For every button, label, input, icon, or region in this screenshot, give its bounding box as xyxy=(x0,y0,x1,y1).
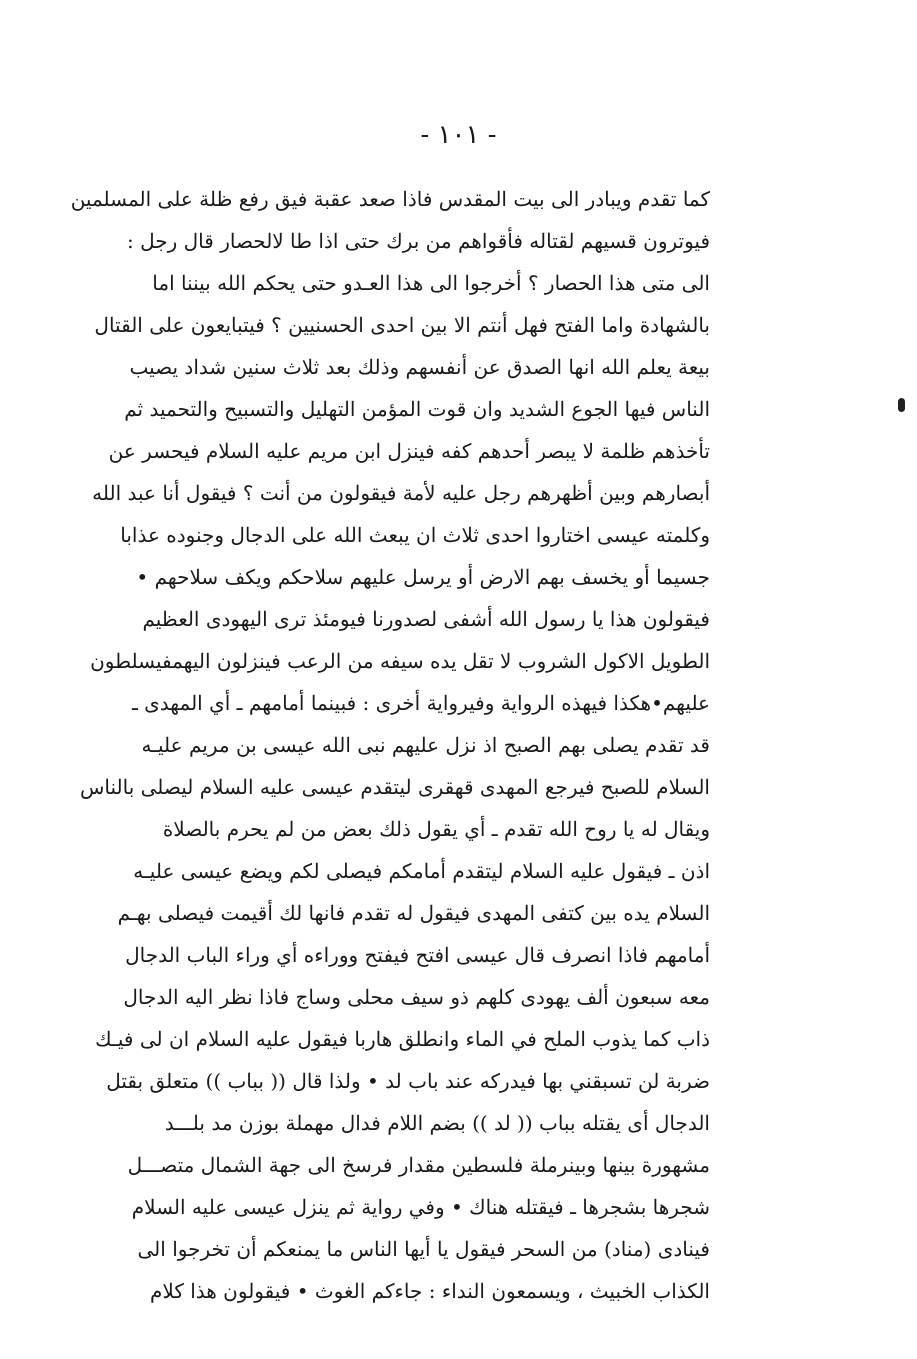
text-line: ضربة لن تسبقني بها فيدركه عند باب لد • ولذا قال (( بباب )) متعلق بقتل xyxy=(106,1069,710,1093)
text-line: تأخذهم ظلمة لا يبصر أحدهم كفه فينزل ابن مريم عليه السلام فيحسر عن xyxy=(108,439,710,463)
margin-ink-mark xyxy=(898,398,905,412)
text-line: وكلمته عيسى اختاروا احدى ثلاث ان يبعث الله على الدجال وجنوده عذابا xyxy=(120,523,710,547)
text-line: أبصارهم وبين أظهرهم رجل عليه لأمة فيقولون من أنت ؟ فيقول أنا عبد الله xyxy=(92,481,710,505)
text-line: جسيما أو يخسف بهم الارض أو يرسل عليهم سلاحكم ويكف سلاحهم • xyxy=(136,565,710,589)
text-line: معه سبعون ألف يهودى كلهم ذو سيف محلى وساج فاذا نظر اليه الدجال xyxy=(123,985,710,1009)
text-line: الكذاب الخبيث ، ويسمعون النداء : جاءكم الغوث • فيقولون هذا كلام xyxy=(150,1279,710,1303)
text-line: الطويل الاكول الشروب لا تقل يده سيفه من الرعب فينزلون اليهمفيسلطون xyxy=(90,649,710,673)
body-text xyxy=(70,178,710,1312)
text-line: شجرها بشجرها ـ فيقتله هناك • وفي رواية ثم ينزل عيسى عليه السلام xyxy=(131,1195,710,1219)
text-line: فيوترون قسيهم لقتاله فأقواهم من برك حتى اذا طا لالحصار قال رجل : xyxy=(127,229,710,253)
text-line: السلام للصبح فيرجع المهدى قهقرى ليتقدم عيسى عليه السلام ليصلى بالناس xyxy=(79,775,710,799)
text-line: الدجال أى يقتله بباب (( لد )) بضم اللام فدال مهملة بوزن مد بلـــد xyxy=(164,1111,710,1135)
text-line: قد تقدم يصلى بهم الصبح اذ نزل عليهم نبى الله عيسى بن مريم عليـه xyxy=(141,733,710,757)
text-line: السلام يده بين كتفى المهدى فيقول له تقدم فانها لك أقيمت فيصلى بهـم xyxy=(117,901,710,925)
text-line: الناس فيها الجوع الشديد وان قوت المؤمن التهليل والتسبيح والتحميد ثم xyxy=(124,397,710,421)
text-line: مشهورة بينها وبينرملة فلسطين مقدار فرسخ الى جهة الشمال متصـــل xyxy=(127,1153,710,1177)
text-line: فيقولون هذا يا رسول الله أشفى لصدورنا فيومئذ ترى اليهودى العظيم xyxy=(142,607,710,631)
text-line: ويقال له يا روح الله تقدم ـ أي يقول ذلك بعض من لم يحرم بالصلاة xyxy=(162,817,710,841)
text-line: عليهم•هكذا فيهذه الرواية وفيرواية أخرى : فبينما أمامهم ـ أي المهدى ـ xyxy=(131,691,710,715)
text-line: اذن ـ فيقول عليه السلام ليتقدم أمامكم فيصلى لكم ويضع عيسى عليـه xyxy=(133,859,710,883)
text-line: بيعة يعلم الله انها الصدق عن أنفسهم وذلك بعد ثلاث سنين شداد يصيب xyxy=(129,355,710,379)
text-line: بالشهادة واما الفتح فهل أنتم الا بين احدى الحسنيين ؟ فيتبايعون على القتال xyxy=(94,313,710,337)
text-line: كما تقدم ويبادر الى بيت المقدس فاذا صعد عقبة فيق رفع ظلة على المسلمين xyxy=(70,187,710,211)
text-line: فينادى (مناد) من السحر فيقول يا أيها الناس ما يمنعكم أن تخرجوا الى xyxy=(137,1237,710,1261)
text-line: ذاب كما يذوب الملح في الماء وانطلق هاربا فيقول عليه السلام ان لى فيـك xyxy=(95,1027,710,1051)
text-line: الى متى هذا الحصار ؟ أخرجوا الى هذا العـدو حتى يحكم الله بيننا اما xyxy=(152,271,710,295)
text-line: أمامهم فاذا انصرف قال عيسى افتح فيفتح ووراءه أي وراء الباب الدجال xyxy=(125,943,710,967)
page-number: - ١٠١ - xyxy=(420,120,497,150)
